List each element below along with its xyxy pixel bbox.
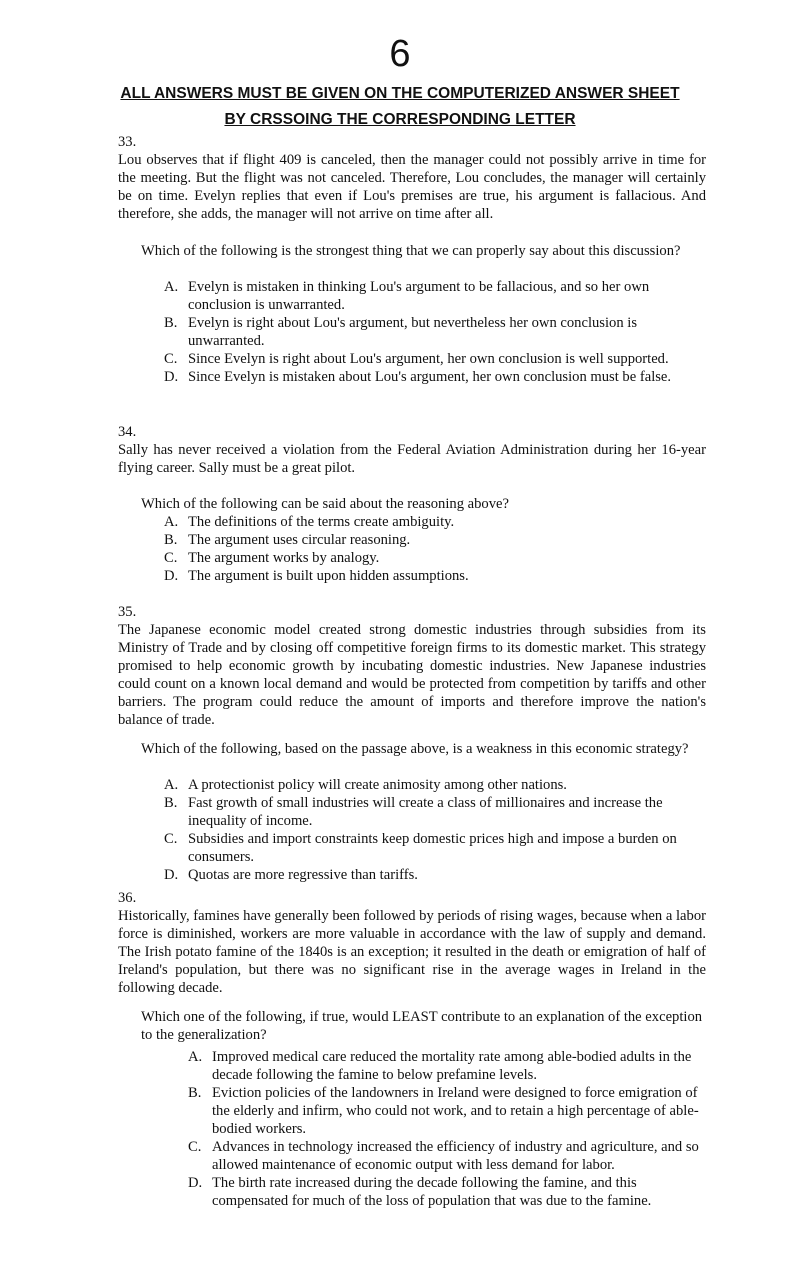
- option-text: Quotas are more regressive than tariffs.: [188, 867, 418, 883]
- question-35-number: 35.: [118, 604, 137, 620]
- question-33-option-c[interactable]: [164, 350, 712, 368]
- question-34-options: [164, 513, 712, 585]
- option-text: The birth rate increased during the decade following the famine, and this compensated for much of the loss of population that was due to the famine.: [212, 1175, 652, 1209]
- option-letter: B.: [164, 532, 178, 548]
- option-text: The argument uses circular reasoning.: [188, 532, 411, 548]
- option-letter: A.: [188, 1049, 203, 1065]
- question-33-option-a[interactable]: [164, 278, 712, 314]
- option-letter: A.: [164, 514, 179, 530]
- option-letter: D.: [164, 369, 179, 385]
- question-36-number: 36.: [118, 890, 137, 906]
- option-letter: A.: [164, 279, 179, 295]
- question-35-option-d[interactable]: [164, 866, 712, 884]
- option-text: Subsidies and import constraints keep domestic prices high and impose a burden on consumers.: [188, 831, 677, 865]
- option-text: Fast growth of small industries will create a class of millionaires and increase the inequality of income.: [188, 795, 663, 829]
- option-letter: D.: [188, 1175, 203, 1191]
- option-text: Improved medical care reduced the mortality rate among able-bodied adults in the decade following the famine to below prefamine levels.: [212, 1049, 692, 1083]
- option-letter: C.: [188, 1139, 202, 1155]
- option-text: A protectionist policy will create animosity among other nations.: [188, 777, 567, 793]
- question-35-options: [164, 776, 712, 884]
- option-letter: C.: [164, 351, 178, 367]
- question-36-passage: Historically, famines have generally been followed by periods of rising wages, because when a labor force is diminished, workers are more valuable in accordance with the law of supply and demand. The Irish potato famine of the 1840s is an exception; it resulted in the death or emigration of half of Ireland's population, but there was no significant rise in the average wages in Ireland in the following decade.: [118, 908, 706, 996]
- question-36-option-a[interactable]: [188, 1048, 710, 1084]
- instructions-header-line-1: ALL ANSWERS MUST BE GIVEN ON THE COMPUTERIZED ANSWER SHEET: [120, 85, 680, 102]
- option-text: Evelyn is right about Lou's argument, but nevertheless her own conclusion is unwarranted.: [188, 315, 638, 349]
- option-text: Since Evelyn is right about Lou's argument, her own conclusion is well supported.: [188, 351, 669, 367]
- question-33-passage: Lou observes that if flight 409 is canceled, then the manager could not possibly arrive in time for the meeting. But the flight was not canceled. Therefore, Lou concludes, the manager will certainly be on time. Evelyn replies that even if Lou's premises are true, his argument is fallacious. And therefore, she adds, the manager will not arrive on time after all.: [118, 152, 706, 222]
- question-35-stem: Which of the following, based on the passage above, is a weakness in this economic strategy?: [141, 741, 689, 757]
- question-34-option-a[interactable]: [164, 513, 712, 531]
- option-letter: B.: [164, 315, 178, 331]
- option-text: Advances in technology increased the efficiency of industry and agriculture, and so allowed maintenance of economic output with less demand for labor.: [212, 1139, 699, 1173]
- question-33-option-d[interactable]: [164, 368, 712, 386]
- option-text: Eviction policies of the landowners in Ireland were designed to force emigration of the elderly and infirm, who could not work, and to retain a high percentage of able-bodied workers.: [212, 1085, 699, 1137]
- question-36-stem: Which one of the following, if true, would LEAST contribute to an explanation of the exception to the generalization?: [141, 1009, 703, 1043]
- question-34-option-b[interactable]: [164, 531, 712, 549]
- question-35-option-b[interactable]: [164, 794, 712, 830]
- question-36-options: [188, 1048, 710, 1210]
- option-letter: C.: [164, 831, 178, 847]
- option-text: The argument is built upon hidden assumptions.: [188, 568, 469, 584]
- option-text: The argument works by analogy.: [188, 550, 380, 566]
- option-letter: B.: [164, 795, 178, 811]
- option-letter: D.: [164, 867, 179, 883]
- instructions-header-line-2: BY CRSSOING THE CORRESPONDING LETTER: [224, 111, 576, 128]
- question-35-passage: The Japanese economic model created strong domestic industries through subsidies from its Ministry of Trade and by closing off competitive foreign firms to its domestic market. This strategy promised to help economic growth by incubating domestic industries. New Japanese industries could count on a known local demand and would be protected from competition by tariffs and other barriers. The program could reduce the amount of imports and therefore improve the nation's balance of trade.: [118, 622, 706, 728]
- question-36-option-c[interactable]: [188, 1138, 710, 1174]
- option-letter: D.: [164, 568, 179, 584]
- question-35-option-a[interactable]: [164, 776, 712, 794]
- page-number: 6: [389, 33, 411, 75]
- option-letter: C.: [164, 550, 178, 566]
- option-text: Evelyn is mistaken in thinking Lou's argument to be fallacious, and so her own conclusion is unwarranted.: [188, 279, 650, 313]
- question-33-option-b[interactable]: [164, 314, 712, 350]
- question-35-option-c[interactable]: [164, 830, 712, 866]
- question-33-number: 33.: [118, 134, 137, 150]
- option-letter: B.: [188, 1085, 202, 1101]
- question-34-option-c[interactable]: [164, 549, 712, 567]
- option-text: Since Evelyn is mistaken about Lou's argument, her own conclusion must be false.: [188, 369, 672, 385]
- question-36-option-d[interactable]: [188, 1174, 710, 1210]
- question-33-stem: Which of the following is the strongest thing that we can properly say about this discussion?: [141, 243, 681, 259]
- option-text: The definitions of the terms create ambiguity.: [188, 514, 455, 530]
- question-34-passage: Sally has never received a violation from the Federal Aviation Administration during her 16-year flying career. Sally must be a great pilot.: [118, 442, 706, 476]
- question-36-option-b[interactable]: [188, 1084, 710, 1138]
- question-34-number: 34.: [118, 424, 137, 440]
- question-34-option-d[interactable]: [164, 567, 712, 585]
- option-letter: A.: [164, 777, 179, 793]
- question-33-options: [164, 278, 712, 386]
- question-34-stem: Which of the following can be said about the reasoning above?: [141, 496, 509, 512]
